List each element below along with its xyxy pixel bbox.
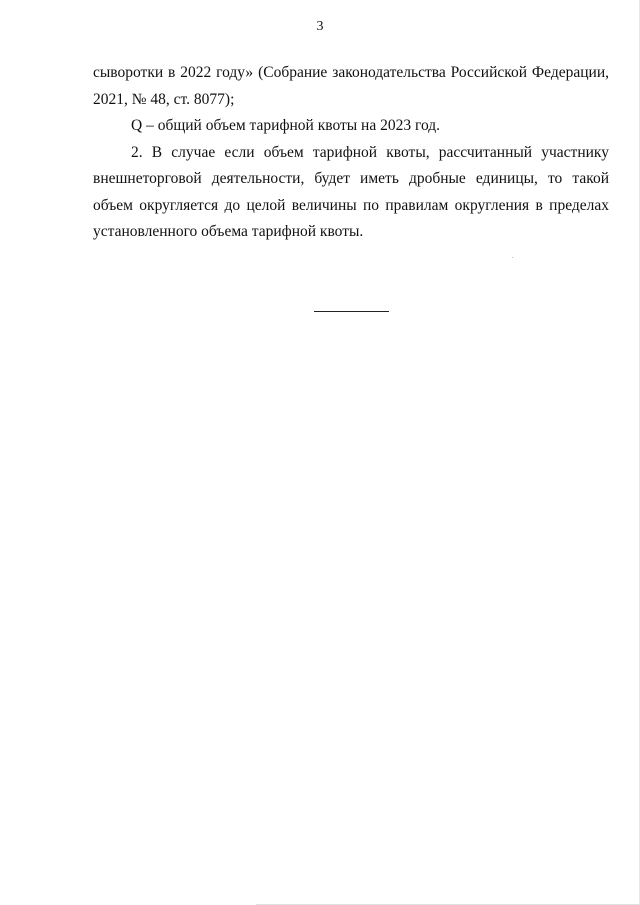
document-body [93, 60, 609, 246]
paragraph-citation-line-2: 2021, № 48, ст. 8077); [93, 90, 235, 108]
paragraph-q-definition: Q – общий объем тарифной квоты на 2023 год. [131, 117, 441, 134]
paragraph-citation-line-1: сыворотки в 2022 году» (Собрание законодательства Российской Федерации, [93, 64, 609, 81]
paragraph-rounding-rule: 2. В случае если объем тарифной квоты, рассчитанный участнику внешнеторговой деятельности, будет иметь дробные единицы, то такой объем округляется до целой величины по правилам округления в пределах установленного объема тарифной квоты. [93, 143, 609, 240]
page-number: 3 [316, 19, 324, 34]
scan-speck [512, 257, 513, 258]
closing-divider [314, 311, 389, 312]
